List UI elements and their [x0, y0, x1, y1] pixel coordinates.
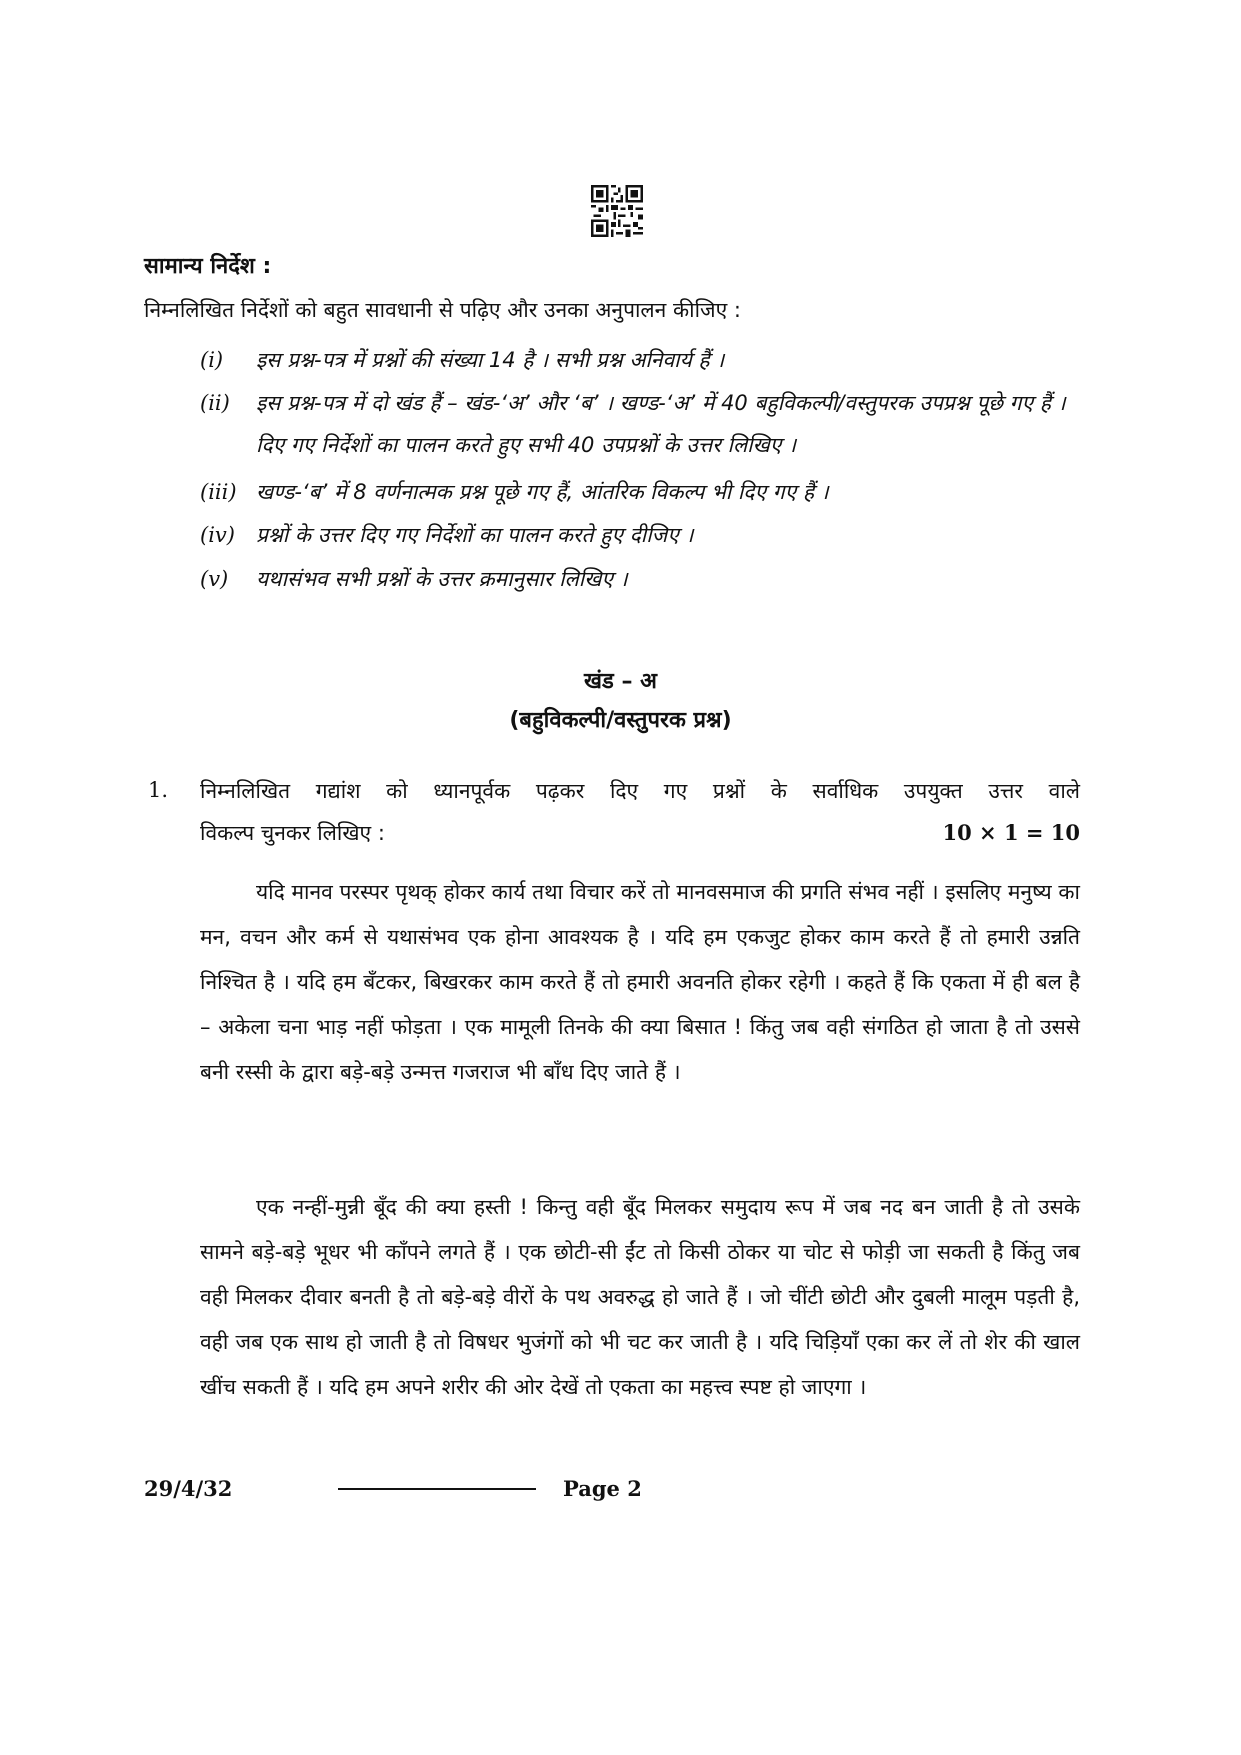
instruction-number: (ii)	[200, 391, 230, 415]
instruction-number: (v)	[200, 567, 229, 591]
paper-code: 29/4/32	[144, 1476, 233, 1501]
question-line-1: निम्नलिखित गद्यांश को ध्यानपूर्वक पढ़कर दिए गए प्रश्नों के सर्वाधिक उपयुक्त उत्तर वाले	[200, 779, 1080, 803]
general-instructions-heading: सामान्य निर्देश :	[144, 254, 272, 279]
instruction-text: इस प्रश्न-पत्र में प्रश्नों की संख्या 14 है । सभी प्रश्न अनिवार्य हैं ।	[256, 348, 725, 372]
instruction-item	[200, 382, 1100, 466]
qr-code-icon	[591, 185, 643, 237]
instruction-item	[200, 558, 1100, 600]
passage-paragraph: यदि मानव परस्पर पृथक् होकर कार्य तथा विचार करें तो मानवसमाज की प्रगति संभव नहीं । इसलिए मनुष्य का मन, वचन और कर्म से यथासंभव एक होना आवश्यक है । यदि हम एकजुट होकर काम करते हैं तो हमारी उन्नति निश्चित है । यदि हम बँटकर, बिखरकर काम करते हैं तो हमारी अवनति होकर रहेगी । कहते हैं कि एकता में ही बल है – अकेला चना भाड़ नहीं फोड़ता । एक मामूली तिनके की क्या बिसात ! किंतु जब वही संगठित हो जाता है तो उससे बनी रस्सी के द्वारा बड़े-बड़े उन्मत्त गजराज भी बाँध दिए जाते हैं ।	[200, 880, 1080, 1084]
general-instructions-intro: निम्नलिखित निर्देशों को बहुत सावधानी से पढ़िए और उनका अनुपालन कीजिए :	[144, 298, 741, 322]
section-title: खंड – अ	[584, 669, 657, 694]
instruction-number: (i)	[200, 348, 224, 372]
marks-label: 10 × 1 = 10	[942, 820, 1080, 845]
footer-divider	[338, 1488, 536, 1490]
question-line-2-text: विकल्प चुनकर लिखिए :	[200, 821, 385, 845]
question-line-2	[200, 812, 1080, 854]
instruction-number: (iii)	[200, 480, 237, 504]
instruction-item	[200, 514, 1100, 556]
instruction-number: (iv)	[200, 523, 235, 547]
section-subtitle: (बहुविकल्पी/वस्तुपरक प्रश्न)	[509, 708, 732, 733]
instruction-text: यथासंभव सभी प्रश्नों के उत्तर क्रमानुसार लिखिए ।	[256, 567, 628, 591]
page-number: Page 2	[563, 1476, 642, 1501]
instruction-text: खण्ड-‘ब’ में 8 वर्णनात्मक प्रश्न पूछे गए हैं, आंतरिक विकल्प भी दिए गए हैं ।	[256, 480, 829, 504]
question-prompt	[200, 770, 1080, 854]
instruction-item	[200, 339, 1100, 381]
instruction-text: प्रश्नों के उत्तर दिए गए निर्देशों का पालन करते हुए दीजिए ।	[256, 523, 694, 547]
instruction-text: इस प्रश्न-पत्र में दो खंड हैं – खंड-‘अ’ और ‘ब’ । खण्ड-‘अ’ में 40 बहुविकल्पी/वस्तुपरक उपप्रश्न पूछे गए हैं । दिए गए निर्देशों का पालन करते हुए सभी 40 उपप्रश्नों के उत्तर लिखिए ।	[256, 391, 1066, 457]
passage-paragraph: एक नन्हीं-मुन्नी बूँद की क्या हस्ती ! किन्तु वही बूँद मिलकर समुदाय रूप में जब नद बन जाती है तो उसके सामने बड़े-बड़े भूधर भी काँपने लगते हैं । एक छोटी-सी ईंट तो किसी ठोकर या चोट से फोड़ी जा सकती है किंतु जब वही मिलकर दीवार बनती है तो बड़े-बड़े वीरों के पथ अवरुद्ध हो जाते हैं । जो चींटी छोटी और दुबली मालूम पड़ती है, वही जब एक साथ हो जाती है तो विषधर भुजंगों को भी चट कर जाती है । यदि चिड़ियाँ एका कर लें तो शेर की खाल खींच सकती हैं । यदि हम अपने शरीर की ओर देखें तो एकता का महत्त्व स्पष्ट हो जाएगा ।	[200, 1195, 1080, 1399]
instruction-item	[200, 471, 1100, 513]
question-number: 1.	[148, 778, 169, 802]
